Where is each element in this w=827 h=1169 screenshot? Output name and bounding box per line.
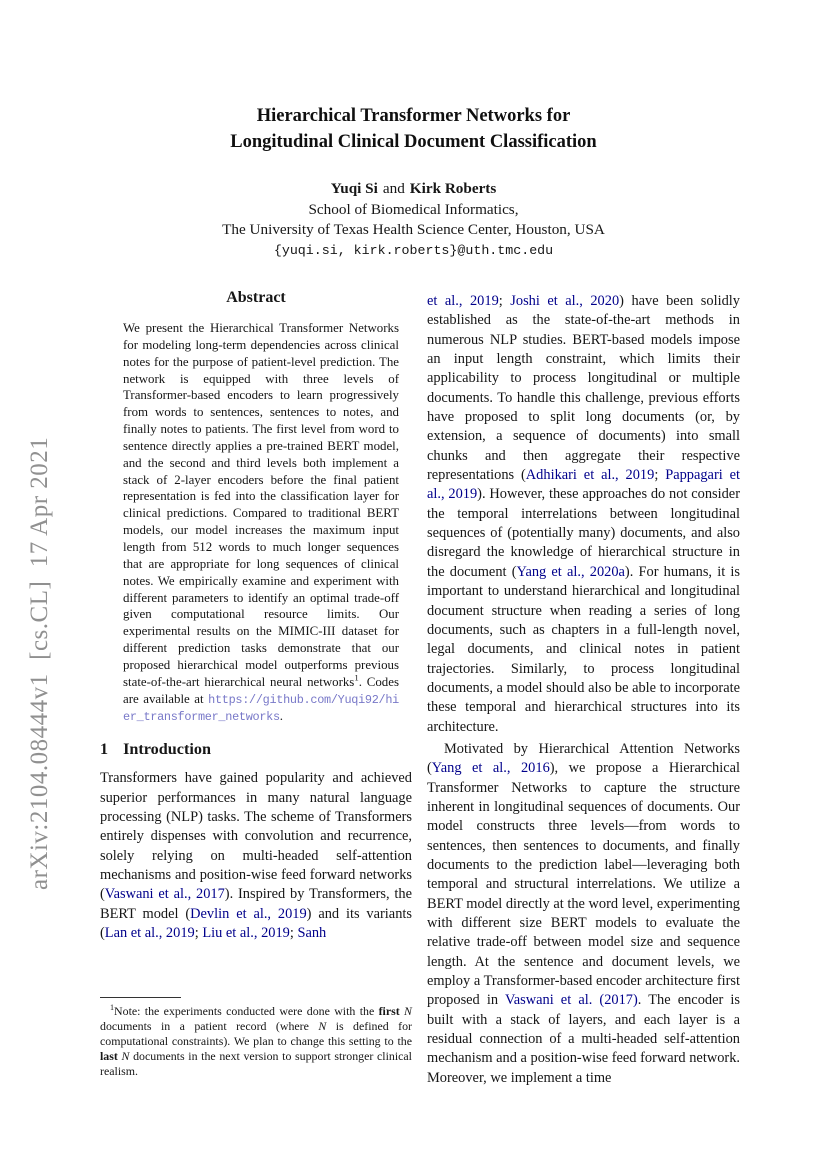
author-name-1: Yuqi Si xyxy=(330,180,378,197)
bold-text: first xyxy=(378,1004,400,1018)
intro-paragraph-right-2: Motivated by Hierarchical Attention Networks (Yang et al., 2016), we propose a Hierarchical Transformer Networks to capture the structure inherent in longitudinal sequences of documents. Our model constructs three levels—from words to sentences, then sentences to documents, and finally documents to the prediction label—leveraging both temporal and structural interrelations. We utilize a BERT model directly at the word level, experimenting with different size BERT models to evaluate the relative trade-off between model size and sequence length. At the sentence and document levels, we employ a Transformer-based encoder architecture first proposed in Vaswani et al. (2017). The encoder is built with a stack of layers, and each layer is a residual connection of a multi-headed self-attention mechanism and a position-wise feed forward network. Moreover, we implement a time xyxy=(427,740,740,1086)
citation-link[interactable]: Yang et al., 2020a xyxy=(516,563,625,580)
superscript-marker: 1 xyxy=(354,672,359,683)
footnote-text: $^1$Note: the experiments conducted were done with the first N documents in a patient record (where N is defined for computational constraints). We plan to change this setting to the last N documents in the next version to support stronger clinical realism. xyxy=(100,1003,412,1079)
abstract-heading: Abstract xyxy=(226,289,286,306)
author-name-2: Kirk Roberts xyxy=(409,180,497,197)
citation-link[interactable]: Vaswani et al., 2017 xyxy=(104,886,225,903)
author-names xyxy=(0,179,827,200)
superscript-marker: 1 xyxy=(110,1003,115,1013)
affiliation-line2: The University of Texas Health Science Center, Houston, USA xyxy=(222,221,605,238)
citation-link[interactable]: Joshi et al., 2020 xyxy=(510,293,620,309)
intro-paragraph-left: Transformers have gained popularity and achieved superior performances in many natural language processing (NLP) tasks. The scheme of Transformers entirely dispenses with convolution and recurrence, solely relying on multi-headed self-attention mechanisms and position-wise feed forward networks (Vaswani et al., 2017). Inspired by Transformers, the BERT model (Devlin et al., 2019) and its variants (Lan et al., 2019; Liu et al., 2019; Sanh xyxy=(100,770,412,941)
paper-title-line2: Longitudinal Clinical Document Classification xyxy=(230,132,597,152)
citation-link[interactable]: Adhikari et al., 2019 xyxy=(525,467,655,484)
affiliation-line1: School of Biomedical Informatics, xyxy=(308,200,519,218)
author-block xyxy=(0,179,827,261)
right-column xyxy=(427,292,740,1088)
citation-link[interactable]: Pappagari et al., 2019 xyxy=(427,467,740,503)
url-link[interactable]: https://github.com/Yuqi92/hier_transformer_networks xyxy=(123,692,399,725)
citation-link[interactable]: Lan et al., 2019 xyxy=(104,925,195,941)
paper-title-line1: Hierarchical Transformer Networks for xyxy=(256,106,571,126)
bold-text: last xyxy=(100,1049,118,1064)
section-number: 1 xyxy=(100,740,109,759)
citation-link[interactable]: Liu et al., 2019 xyxy=(202,925,290,941)
section-heading-introduction xyxy=(100,740,412,759)
citation-link[interactable]: Yang et al., 2016 xyxy=(431,760,550,777)
section-title: Introduction xyxy=(123,740,211,759)
abstract-paragraph: We present the Hierarchical Transformer Networks for modeling long-term dependencies across clinical notes for the purpose of patient-level prediction. The network is equipped with three levels of Transformer-based encoders to learn progressively from words to sentences, sentences to notes, and finally notes to patients. The first level from word to sentence directly applies a pre-trained BERT model, and the second and third levels both implement a stack of 2-layer encoders before the final patient representation is fed into the classification layer for clinical predictions. Compared to traditional BERT models, our model increases the maximum input length from 512 words to much longer sequences that are appropriate for long sequences of clinical notes. We empirically examine and experiment with different parameters to identify an optimal trade-off given computational resource limits. Our experimental results on the MIMIC-III dataset for different prediction tasks demonstrate that our proposed hierarchical model outperforms previous state-of-the-art hierarchical neural networks$^1$. Codes are available at https://github.com/Yuqi92/hier_transformer_networks. xyxy=(123,321,399,725)
citation-link[interactable]: Sanh xyxy=(297,925,327,941)
footnote-block xyxy=(100,997,412,1079)
arxiv-stamp: arXiv:2104.08444v1 [cs.CL] 17 Apr 2021 xyxy=(26,436,53,890)
math-variable: N xyxy=(318,1019,327,1034)
author-conjunction: and xyxy=(382,180,405,197)
left-column xyxy=(100,289,412,943)
math-variable: N xyxy=(404,1004,412,1018)
citation-link[interactable]: Devlin et al., 2019 xyxy=(190,905,307,922)
paper-title xyxy=(0,103,827,155)
footnote-divider xyxy=(100,997,181,998)
citation-link[interactable]: et al., 2019 xyxy=(427,293,499,309)
math-variable: N xyxy=(121,1049,130,1064)
author-email: {yuqi.si, kirk.roberts}@uth.tmc.edu xyxy=(273,242,554,258)
intro-paragraph-right-1: et al., 2019; Joshi et al., 2020) have been solidly established as the state-of-the-art methods in numerous NLP studies. BERT-based models impose an input length constraint, which limits their applicability to process longitudinal or multiple documents. To handle this challenge, previous efforts have proposed to split long documents (or, by extension, a sequence of documents) into small chunks and then aggregate their respective representations (Adhikari et al., 2019; Pappagari et al., 2019). However, these approaches do not consider the temporal interrelations between longitudinal sequences of (potentially many) documents, and also disregard the knowledge of hierarchical structure in the document (Yang et al., 2020a). For humans, it is important to understand hierarchical and longitudinal document structure when reading a series of long documents, such as chapters in a full-length novel, legal documents, and clinical notes in patient trajectories. Similarly, to process longitudinal documents, a model should also be able to incorporate these temporal and hierarchical structures into its architecture. xyxy=(427,293,740,735)
citation-link[interactable]: Vaswani et al. (2017) xyxy=(504,992,638,1009)
